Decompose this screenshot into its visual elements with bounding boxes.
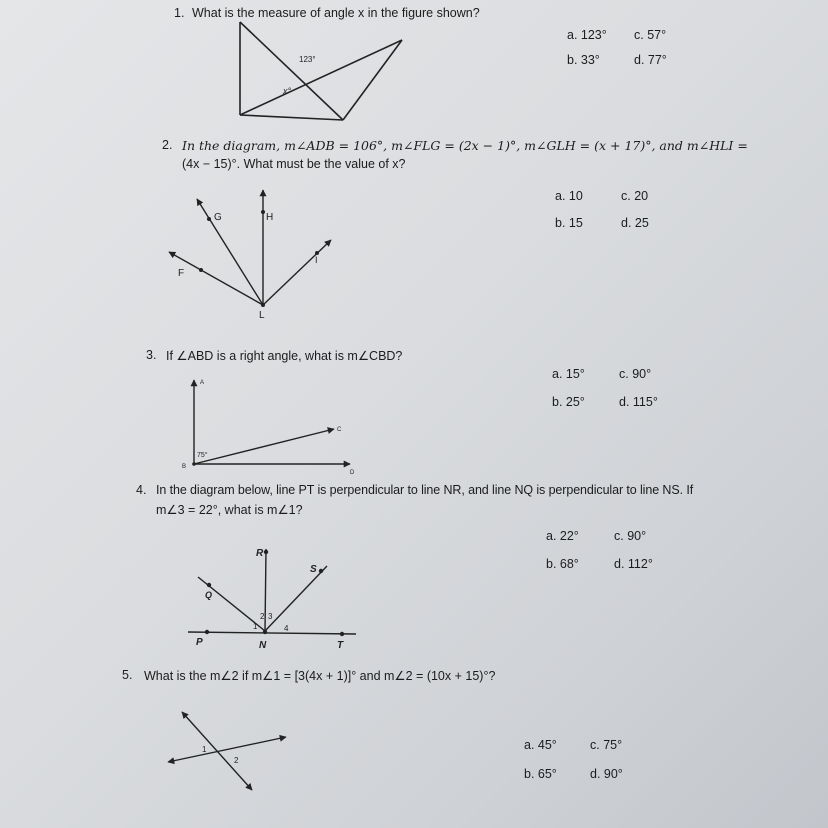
q5-figure xyxy=(168,712,286,790)
q4-point-p xyxy=(205,630,209,634)
q4-label-t: T xyxy=(337,640,344,651)
q2-option-c: c. 20 xyxy=(621,189,649,203)
q4-option-d: d. 112° xyxy=(614,557,653,571)
q1-option-c: c. 57° xyxy=(634,28,667,42)
q2-point-g xyxy=(207,217,211,221)
q1-option-d: d. 77° xyxy=(634,53,667,67)
q1-label-x: x° xyxy=(283,86,292,96)
q4-line1: In the diagram below, line PT is perpendicular to line NR, and line NQ is perpendicular to line NS. If xyxy=(156,483,694,497)
q4-label-q: Q xyxy=(205,590,213,600)
q3-option-c: c. 90° xyxy=(619,367,652,381)
q3-figure xyxy=(194,380,350,464)
q2-option-a: a. 10 xyxy=(555,189,583,203)
q1-number: 1. xyxy=(174,6,185,20)
q4-point-q xyxy=(207,583,211,587)
q2-label-g: G xyxy=(214,212,222,223)
q5-option-a: a. 45° xyxy=(524,738,557,752)
q5-number: 5. xyxy=(122,668,133,682)
q2-option-b: b. 15 xyxy=(555,216,583,230)
q1-figure xyxy=(240,22,402,120)
q4-line2: m∠3 = 22°, what is m∠1? xyxy=(156,503,303,517)
q3-number: 3. xyxy=(146,348,157,362)
q5-option-c: c. 75° xyxy=(590,738,623,752)
q2-label-l: L xyxy=(259,310,265,321)
q1-text: What is the measure of angle x in the figure shown? xyxy=(192,6,480,20)
q3-label-c: C xyxy=(337,427,342,433)
q1-option-b: b. 33° xyxy=(567,53,600,67)
q5-text: What is the m∠2 if m∠1 = [3(4x + 1)]° and m∠2 = (10x + 15)°? xyxy=(144,669,496,683)
q4-label-4: 4 xyxy=(284,624,289,633)
q4-label-n: N xyxy=(259,640,267,651)
q2-point-l xyxy=(261,303,265,307)
q3-label-75: 75° xyxy=(197,452,208,459)
q2-point-f xyxy=(199,268,203,272)
q3-text: If ∠ABD is a right angle, what is m∠CBD? xyxy=(166,349,403,363)
q2-label-h: H xyxy=(266,212,274,223)
q4-label-s: S xyxy=(310,564,317,575)
q4-label-2: 2 xyxy=(260,612,265,621)
q4-option-b: b. 68° xyxy=(546,557,579,571)
q2-label-f: F xyxy=(178,268,185,279)
q4-point-r xyxy=(264,550,268,554)
q5-option-d: d. 90° xyxy=(590,767,623,781)
q5-option-b: b. 65° xyxy=(524,767,557,781)
q3-option-a: a. 15° xyxy=(552,367,585,381)
q4-option-a: a. 22° xyxy=(546,529,579,543)
q4-label-p: P xyxy=(196,637,203,648)
q4-label-1: 1 xyxy=(253,622,258,631)
q4-number: 4. xyxy=(136,483,147,497)
q2-line1: In the diagram, m∠ADB = 106°, m∠FLG = (2x − 1)°, m∠GLH = (x + 17)°, and m∠HLI = xyxy=(182,138,748,153)
q4-figure xyxy=(188,549,356,634)
q1-label-123: 123° xyxy=(299,55,316,64)
q4-option-c: c. 90° xyxy=(614,529,647,543)
q3-label-b: B xyxy=(182,464,187,470)
q2-label-i: I xyxy=(315,255,318,265)
q2-line2: (4x − 15)°. What must be the value of x? xyxy=(182,157,406,171)
q5-label-2: 2 xyxy=(234,756,239,765)
q4-label-r: R xyxy=(256,548,264,559)
q3-option-d: d. 115° xyxy=(619,395,658,409)
q4-point-t xyxy=(340,632,344,636)
q3-label-d: D xyxy=(350,470,355,476)
q2-point-h xyxy=(261,210,265,214)
q2-option-d: d. 25 xyxy=(621,216,649,230)
q2-figure xyxy=(169,190,331,305)
q3-option-b: b. 25° xyxy=(552,395,585,409)
q4-label-3: 3 xyxy=(268,612,273,621)
q3-label-a: A xyxy=(200,380,205,386)
q3-point-b xyxy=(192,462,196,466)
q5-label-1: 1 xyxy=(202,745,207,754)
q2-number: 2. xyxy=(162,138,173,152)
q4-point-s xyxy=(319,569,323,573)
q4-point-n xyxy=(263,630,267,634)
q1-option-a: a. 123° xyxy=(567,28,607,42)
